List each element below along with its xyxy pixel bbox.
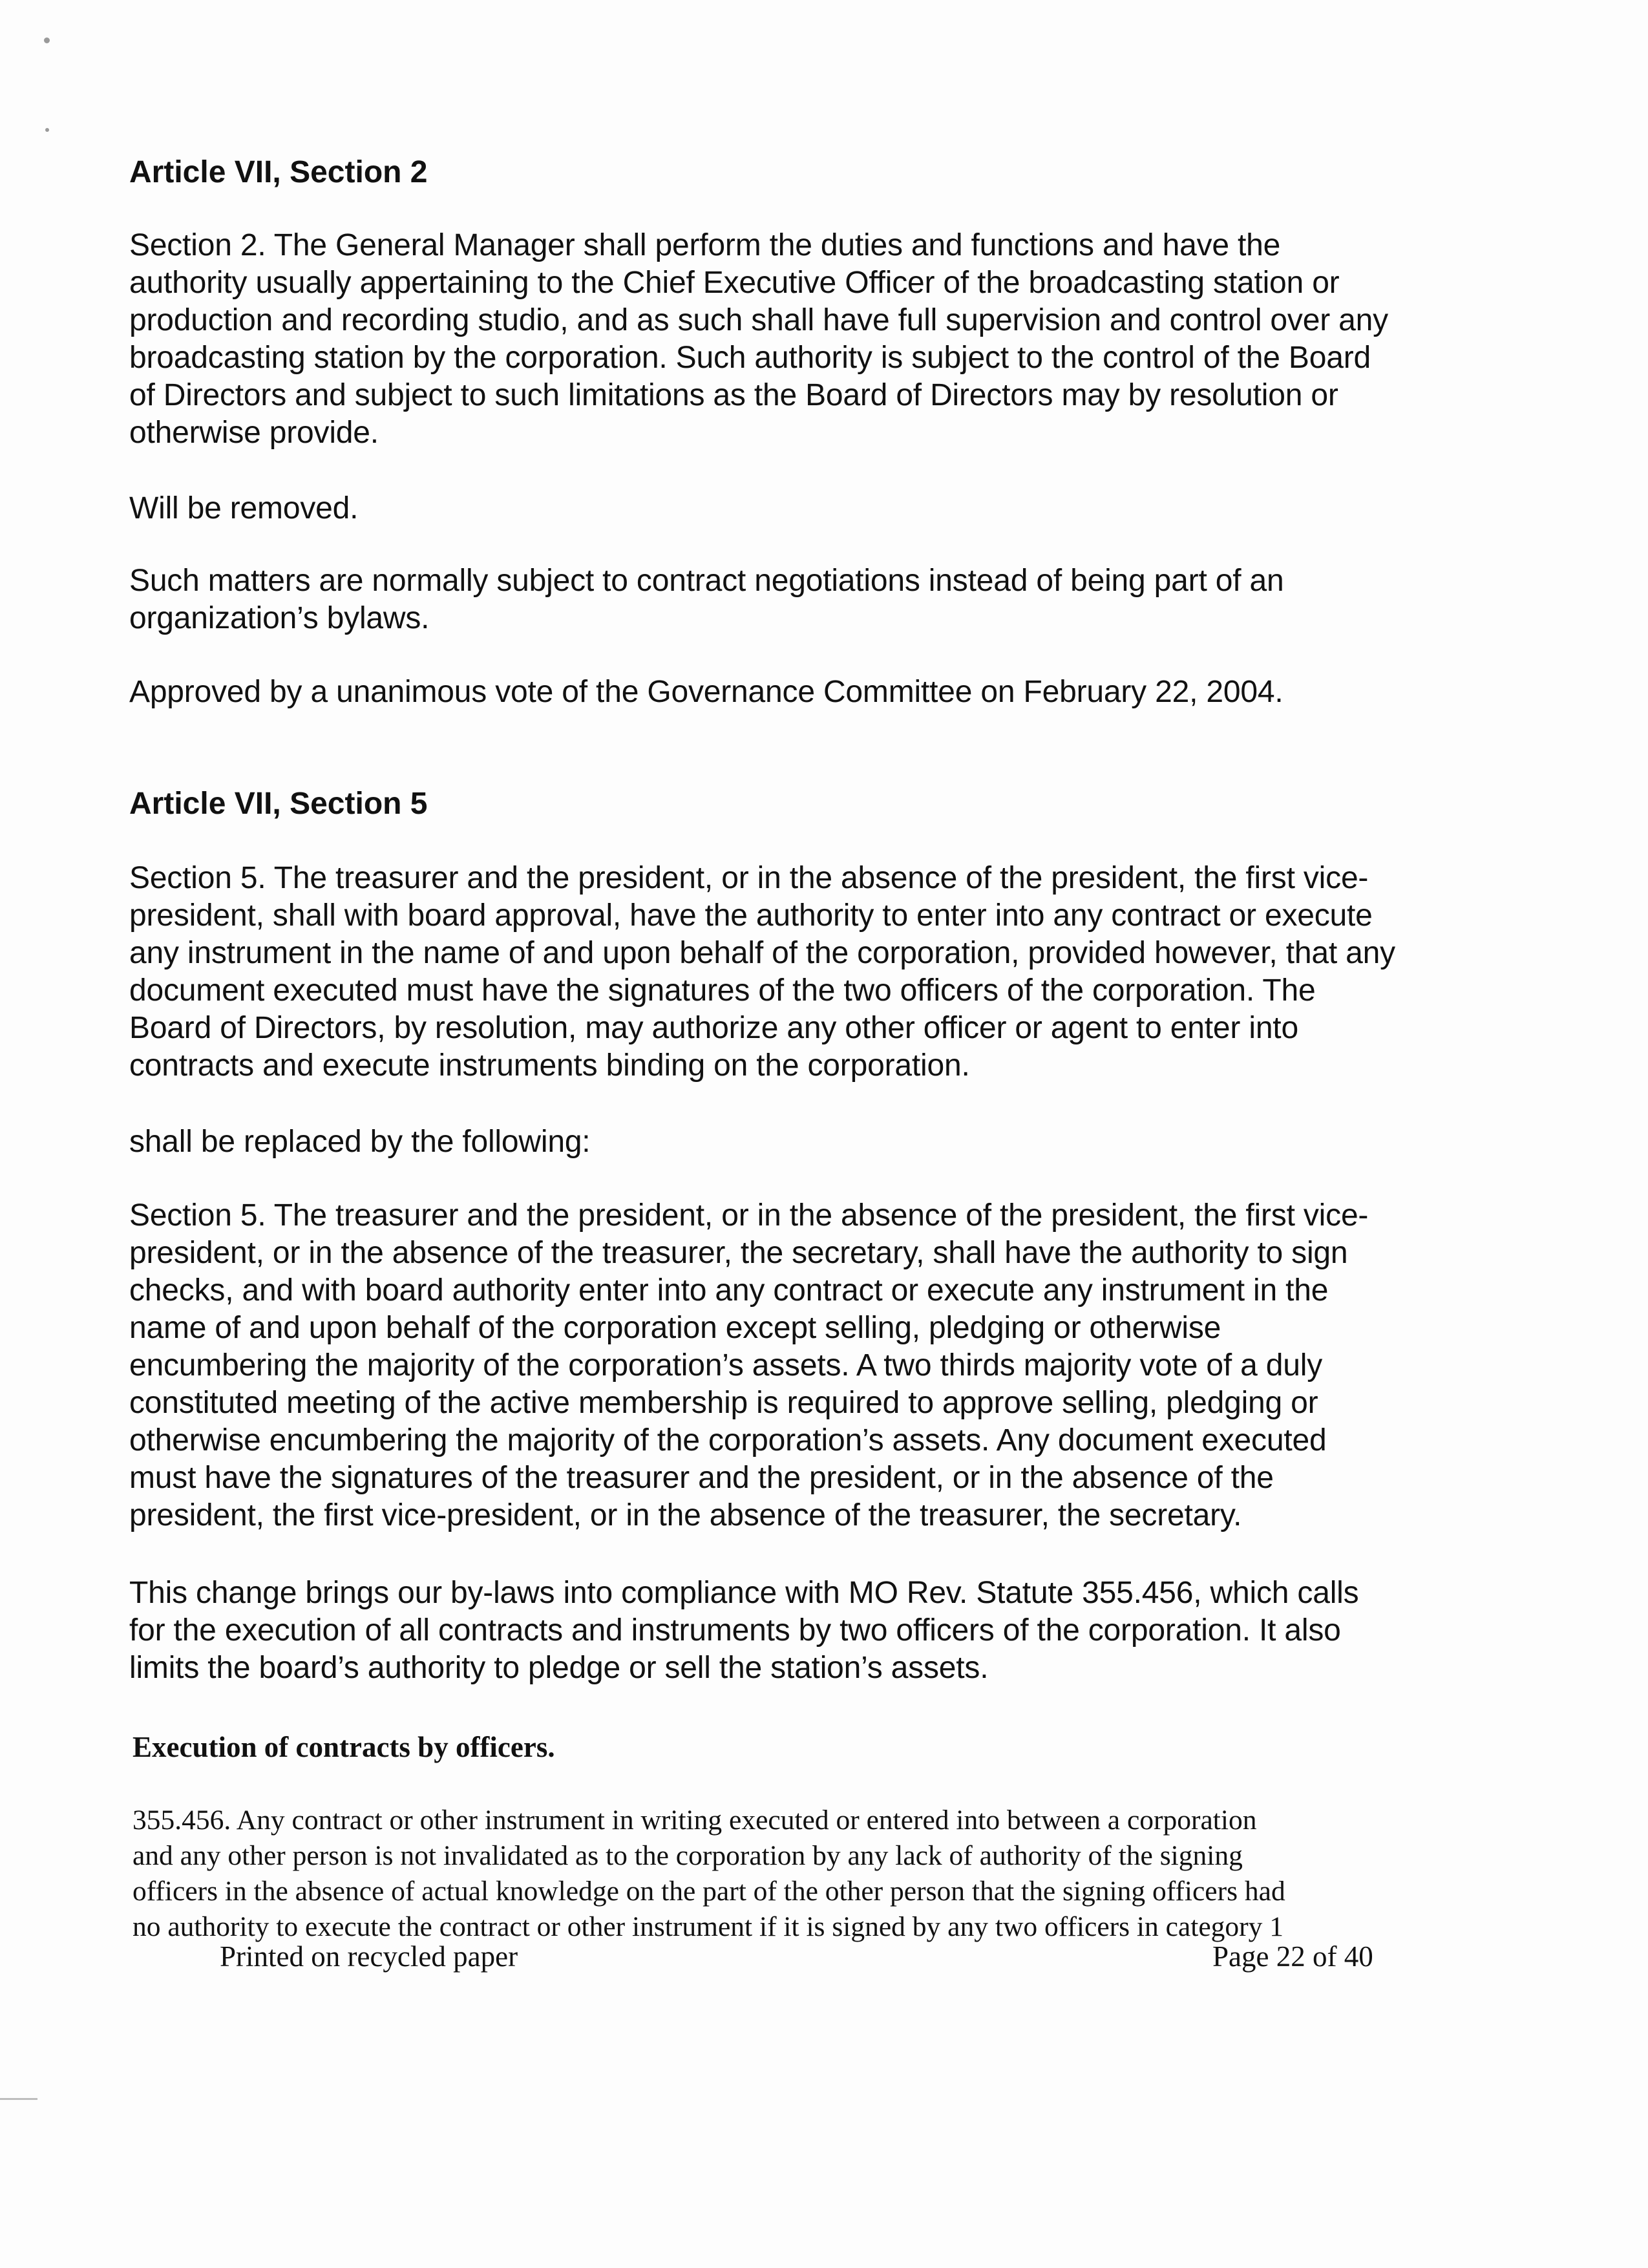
paragraph (129, 673, 1283, 711)
text-line: limits the board’s authority to pledge or sell the station’s assets. (129, 1651, 989, 1685)
section-heading: Article VII, Section 5 (129, 787, 428, 821)
text-line: authority usually appertaining to the Chief Executive Officer of the broadcasting station or (129, 266, 1340, 300)
text-line: This change brings our by-laws into compliance with MO Rev. Statute 355.456, which calls (129, 1576, 1359, 1610)
text-line: president, or in the absence of the treasurer, the secretary, shall have the authority to sign (129, 1236, 1348, 1270)
text-line: shall be replaced by the following: (129, 1125, 591, 1159)
paragraph (129, 1574, 1358, 1687)
paragraph (129, 562, 1284, 637)
text-line: constituted meeting of the active membership is required to approve selling, pledging or (129, 1386, 1318, 1420)
text-line: encumbering the majority of the corporation’s assets. A two thirds majority vote of a duly (129, 1348, 1323, 1383)
text-line: Will be removed. (129, 491, 359, 525)
text-line: contracts and execute instruments binding on the corporation. (129, 1048, 970, 1083)
text-line: checks, and with board authority enter into any contract or execute any instrument in the (129, 1273, 1329, 1308)
scan-speck (45, 128, 49, 132)
text-line: 355.456. Any contract or other instrument in writing executed or entered into between a corporation (132, 1805, 1257, 1836)
text-line: must have the signatures of the treasurer and the president, or in the absence of the (129, 1461, 1274, 1495)
text-line: officers in the absence of actual knowledge on the part of the other person that the signing officers had (132, 1876, 1285, 1907)
text-line: for the execution of all contracts and instruments by two officers of the corporation. It also (129, 1613, 1341, 1648)
text-line: name of and upon behalf of the corporation except selling, pledging or otherwise (129, 1311, 1221, 1345)
statute-heading: Execution of contracts by officers. (132, 1731, 555, 1763)
statute-text (132, 1803, 1285, 1945)
text-line: and any other person is not invalidated as to the corporation by any lack of authority of the signing (132, 1840, 1243, 1871)
footer-note: Printed on recycled paper (220, 1940, 518, 1973)
text-line: Section 5. The treasurer and the president, or in the absence of the president, the first vice- (129, 861, 1369, 895)
text-line: Section 5. The treasurer and the president, or in the absence of the president, the first vice- (129, 1198, 1369, 1233)
text-line: of Directors and subject to such limitations as the Board of Directors may by resolution or (129, 378, 1338, 412)
paragraph (129, 860, 1395, 1085)
text-line: Such matters are normally subject to contract negotiations instead of being part of an (129, 564, 1284, 598)
text-line: document executed must have the signatures of the two officers of the corporation. The (129, 973, 1316, 1008)
paragraph (129, 1123, 590, 1161)
text-line: Board of Directors, by resolution, may authorize any other officer or agent to enter into (129, 1011, 1298, 1045)
page-number: Page 22 of 40 (1212, 1940, 1373, 1973)
text-line: otherwise provide. (129, 416, 379, 450)
paragraph (129, 490, 358, 527)
section-heading: Article VII, Section 2 (129, 155, 428, 189)
scan-speck (44, 37, 50, 43)
text-line: production and recording studio, and as such shall have full supervision and control over any (129, 303, 1388, 337)
paragraph (129, 1197, 1368, 1534)
text-line: any instrument in the name of and upon behalf of the corporation, provided however, that any (129, 936, 1395, 970)
scan-edge-mark (0, 2098, 37, 2100)
text-line: president, shall with board approval, have the authority to enter into any contract or execute (129, 898, 1373, 933)
text-line: president, the first vice-president, or in the absence of the treasurer, the secretary. (129, 1498, 1242, 1532)
text-line: Approved by a unanimous vote of the Governance Committee on February 22, 2004. (129, 675, 1284, 709)
text-line: Section 2. The General Manager shall perform the duties and functions and have the (129, 228, 1281, 262)
text-line: otherwise encumbering the majority of the corporation’s assets. Any document executed (129, 1423, 1327, 1457)
paragraph (129, 227, 1388, 452)
text-line: organization’s bylaws. (129, 601, 430, 635)
text-line: broadcasting station by the corporation. Such authority is subject to the control of the Board (129, 341, 1371, 375)
text-line: no authority to execute the contract or other instrument if it is signed by any two officers in category 1 (132, 1911, 1284, 1942)
